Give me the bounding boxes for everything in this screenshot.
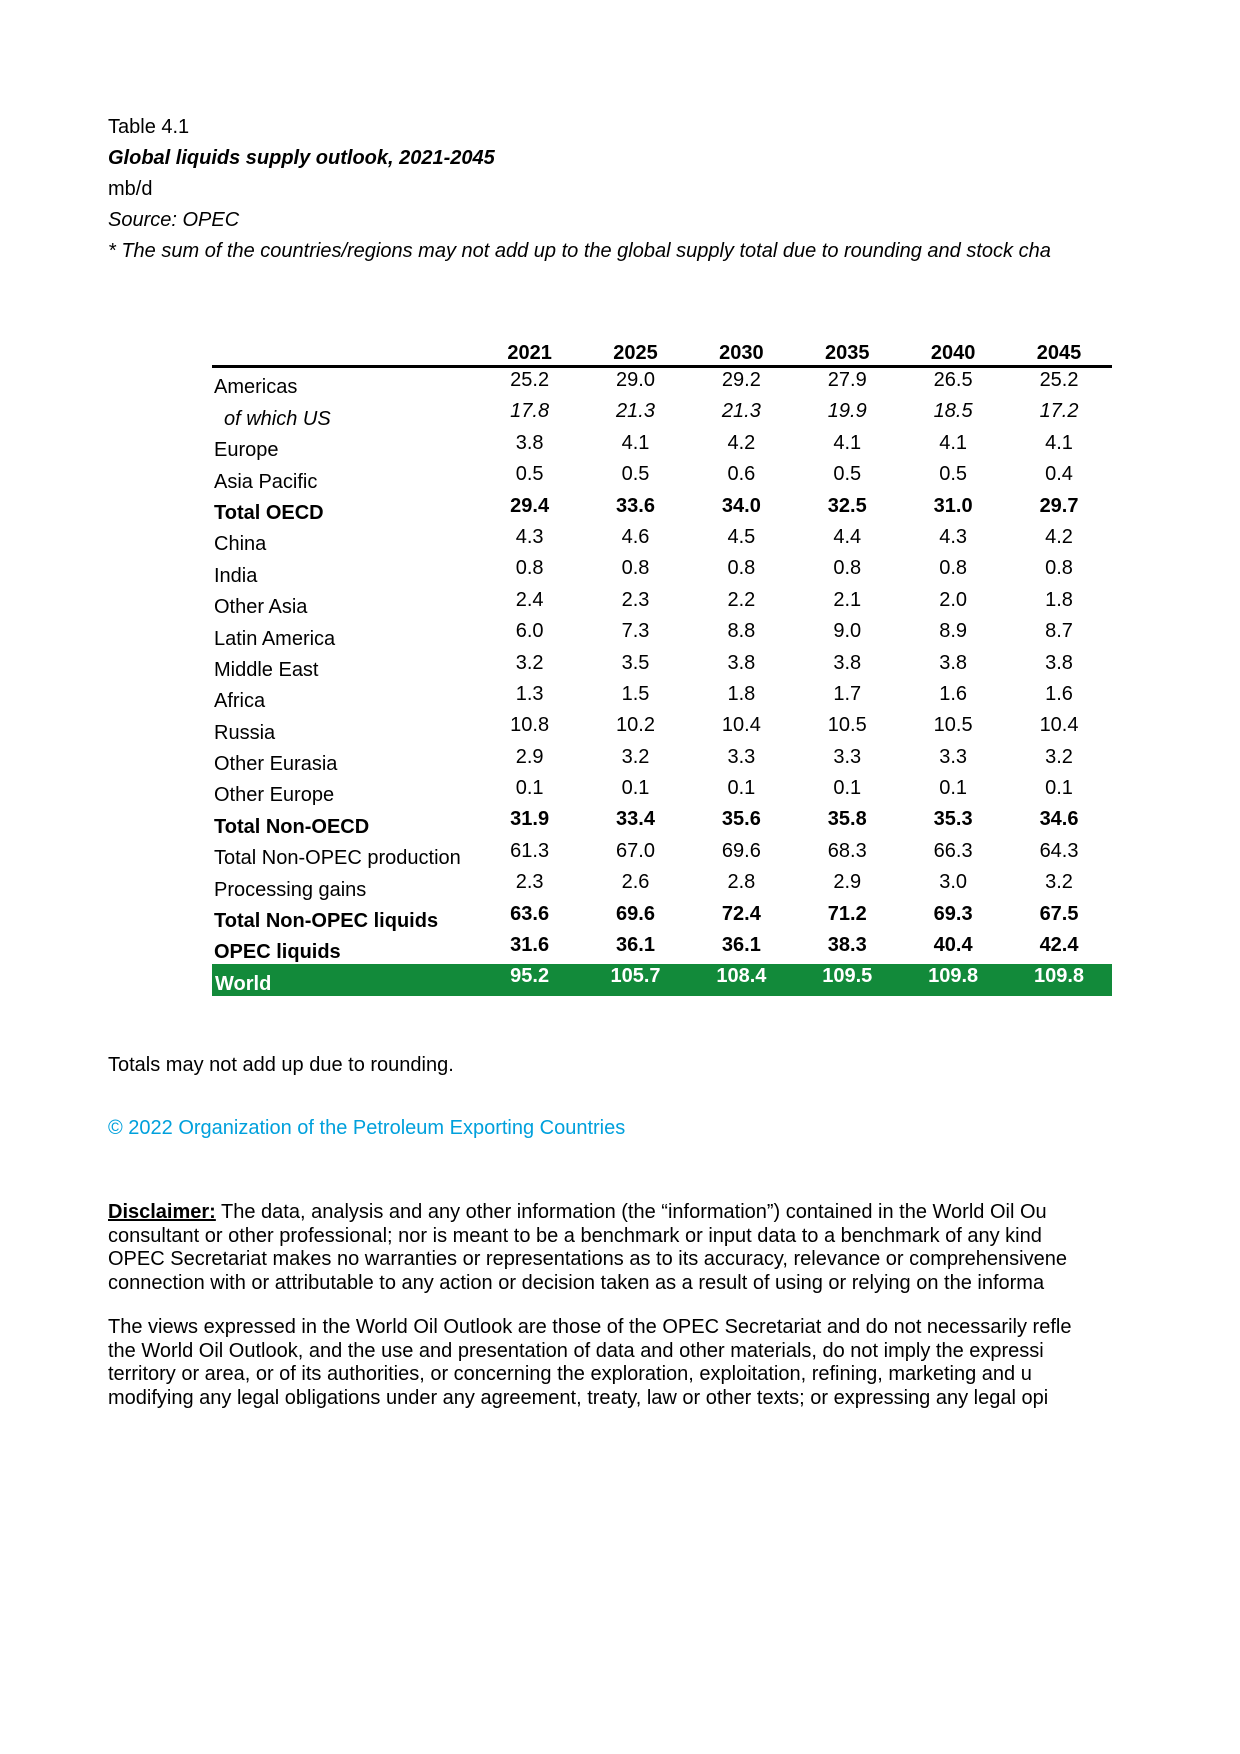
value-cell: 4.1 <box>1045 431 1073 454</box>
table-row <box>212 745 1112 776</box>
row-label: Middle East <box>214 658 319 681</box>
row-label: Americas <box>214 376 298 399</box>
year-header: 2045 <box>1006 335 1112 367</box>
value-cell: 2.2 <box>727 588 756 611</box>
value-cell: 35.6 <box>721 808 761 831</box>
value-cell: 1.6 <box>939 682 968 705</box>
views-line: the World Oil Outlook, and the use and presentation of data and other materials, do not imply the expressi <box>108 1339 1044 1362</box>
value-cell: 29.2 <box>721 369 761 391</box>
table-row <box>212 839 1112 870</box>
value-cell: 29.0 <box>616 369 655 391</box>
value-cell: 4.1 <box>833 431 862 454</box>
value-cell: 105.7 <box>583 964 689 995</box>
row-label: Europe <box>214 439 279 462</box>
value-cell: 10.5 <box>933 714 973 737</box>
value-cell: 31.0 <box>933 494 973 517</box>
views-line: territory or area, or of its authorities, or concerning the exploration, exploitation, refining, marketing and u <box>108 1363 1032 1385</box>
disclaimer-heading: Disclaimer: <box>108 1201 216 1223</box>
table-row <box>212 525 1112 556</box>
value-cell: 17.8 <box>510 400 550 423</box>
value-cell: 63.6 <box>510 902 550 925</box>
copyright-link[interactable]: © 2022 Organization of the Petroleum Exporting Countries <box>108 1117 626 1139</box>
value-cell: 8.7 <box>1045 620 1073 643</box>
year-header: 2035 <box>794 335 900 367</box>
value-cell: 2.3 <box>621 588 650 611</box>
value-cell: 0.1 <box>939 777 968 800</box>
year-header: 2025 <box>583 335 689 367</box>
row-label: India <box>214 564 258 587</box>
value-cell: 0.5 <box>621 463 650 486</box>
value-cell: 4.3 <box>939 525 968 548</box>
row-label: Latin America <box>214 627 336 650</box>
views-paragraph <box>108 1316 1112 1410</box>
table-row <box>212 462 1112 493</box>
value-cell: 68.3 <box>827 839 867 862</box>
value-cell: 10.5 <box>827 714 867 737</box>
table-body <box>212 367 1112 996</box>
value-cell: 3.2 <box>515 651 544 674</box>
value-cell: 36.1 <box>616 934 655 957</box>
row-label: World <box>212 964 477 995</box>
value-cell: 0.1 <box>515 777 544 800</box>
value-cell: 61.3 <box>510 839 550 862</box>
value-cell: 4.4 <box>833 525 862 548</box>
value-cell: 0.5 <box>515 463 544 486</box>
table-row <box>212 588 1112 619</box>
value-cell: 34.0 <box>721 494 761 517</box>
year-header: 2030 <box>688 335 794 367</box>
value-cell: 3.8 <box>1045 651 1073 674</box>
disclaimer-paragraph <box>108 1201 1112 1295</box>
value-cell: 4.1 <box>939 431 968 454</box>
value-cell: 10.4 <box>721 714 761 737</box>
value-cell: 19.9 <box>827 400 867 423</box>
value-cell: 33.4 <box>616 808 655 831</box>
disclaimer-line: consultant or other professional; nor is meant to be a benchmark or input data to a benchmark of any kind <box>108 1224 1042 1247</box>
value-cell: 29.7 <box>1039 494 1079 517</box>
value-cell: 21.3 <box>616 400 655 423</box>
value-cell: 8.8 <box>727 620 756 643</box>
views-line: modifying any legal obligations under any agreement, treaty, law or other texts; or expressing any legal opi <box>108 1386 1049 1409</box>
value-cell: 0.8 <box>833 557 862 580</box>
value-cell: 1.8 <box>727 682 756 705</box>
value-cell: 4.3 <box>515 525 544 548</box>
row-label: Africa <box>214 690 266 713</box>
views-line: The views expressed in the World Oil Outlook are those of the OPEC Secretariat and do not necessarily refle <box>108 1316 1072 1338</box>
value-cell: 18.5 <box>933 400 973 423</box>
value-cell: 29.4 <box>510 494 550 517</box>
value-cell: 36.1 <box>721 934 761 957</box>
value-cell: 27.9 <box>827 369 867 391</box>
value-cell: 3.8 <box>727 651 756 674</box>
value-cell: 2.9 <box>515 745 544 768</box>
value-cell: 67.0 <box>616 839 655 862</box>
row-label: Other Asia <box>214 596 308 619</box>
value-cell: 0.1 <box>1045 777 1073 800</box>
table-row <box>212 494 1112 525</box>
value-cell: 0.5 <box>939 463 968 486</box>
value-cell: 35.8 <box>827 808 867 831</box>
value-cell: 31.6 <box>510 934 550 957</box>
value-cell: 71.2 <box>827 902 867 925</box>
value-cell: 0.1 <box>833 777 862 800</box>
value-cell: 2.1 <box>833 588 862 611</box>
table-header-row <box>212 335 1112 367</box>
value-cell: 2.8 <box>727 871 756 894</box>
value-cell: 8.9 <box>939 620 968 643</box>
value-cell: 2.4 <box>515 588 544 611</box>
value-cell: 32.5 <box>827 494 867 517</box>
value-cell: 34.6 <box>1039 808 1079 831</box>
value-cell: 9.0 <box>833 620 862 643</box>
value-cell: 0.8 <box>515 557 544 580</box>
header-blank-cell <box>212 335 477 367</box>
value-cell: 0.5 <box>833 463 862 486</box>
table-row <box>212 367 1112 400</box>
table-row <box>212 933 1112 964</box>
value-cell: 10.2 <box>616 714 655 737</box>
value-cell: 3.2 <box>1045 745 1073 768</box>
value-cell: 10.8 <box>510 714 550 737</box>
value-cell: 0.1 <box>727 777 756 800</box>
value-cell: 3.2 <box>621 745 650 768</box>
value-cell: 69.6 <box>616 902 655 925</box>
disclaimer-line: OPEC Secretariat makes no warranties or representations as to its accuracy, relevance or comprehensivene <box>108 1248 1067 1270</box>
value-cell: 0.8 <box>939 557 968 580</box>
value-cell: 0.4 <box>1045 463 1073 486</box>
value-cell: 1.6 <box>1045 682 1073 705</box>
value-cell: 26.5 <box>933 369 973 391</box>
value-cell: 2.9 <box>833 871 862 894</box>
value-cell: 1.5 <box>621 682 650 705</box>
value-cell: 0.8 <box>621 557 650 580</box>
value-cell: 40.4 <box>933 934 973 957</box>
disclaimer-line <box>108 1201 1112 1225</box>
rounding-footnote: * The sum of the countries/regions may not add up to the global supply total due to rounding and stock cha <box>108 240 1051 262</box>
value-cell: 4.2 <box>1045 525 1073 548</box>
value-cell: 10.4 <box>1039 714 1079 737</box>
value-cell: 3.3 <box>939 745 968 768</box>
value-cell: 7.3 <box>621 620 650 643</box>
table-row <box>212 964 1112 995</box>
value-cell: 109.8 <box>1006 964 1112 995</box>
row-label: China <box>214 533 267 556</box>
value-cell: 2.6 <box>621 871 650 894</box>
value-cell: 0.6 <box>727 463 756 486</box>
value-cell: 35.3 <box>933 808 973 831</box>
totals-rounding-note: Totals may not add up due to rounding. <box>108 1054 454 1076</box>
table-row <box>212 902 1112 933</box>
disclaimer-text: The data, analysis and any other information (the “information”) contained in the World Oil Ou <box>215 1201 1047 1223</box>
value-cell: 2.0 <box>939 588 968 611</box>
table-row <box>212 807 1112 838</box>
value-cell: 0.8 <box>727 557 756 580</box>
row-label: Other Europe <box>214 784 335 807</box>
table-row <box>212 399 1112 430</box>
value-cell: 33.6 <box>616 494 655 517</box>
value-cell: 3.5 <box>621 651 650 674</box>
value-cell: 69.6 <box>721 839 761 862</box>
table-row <box>212 713 1112 744</box>
value-cell: 3.2 <box>1045 871 1073 894</box>
value-cell: 3.3 <box>727 745 756 768</box>
value-cell: 6.0 <box>515 620 544 643</box>
table-row <box>212 870 1112 901</box>
value-cell: 3.8 <box>939 651 968 674</box>
value-cell: 72.4 <box>721 902 761 925</box>
row-label: Processing gains <box>214 878 367 901</box>
value-cell: 3.8 <box>515 431 544 454</box>
value-cell: 1.8 <box>1045 588 1073 611</box>
table-row <box>212 651 1112 682</box>
row-label: Total Non-OECD <box>214 815 370 838</box>
value-cell: 17.2 <box>1039 400 1079 423</box>
value-cell: 108.4 <box>688 964 794 995</box>
value-cell: 109.5 <box>794 964 900 995</box>
table-row <box>212 682 1112 713</box>
table-number: Table 4.1 <box>108 116 190 138</box>
row-label: Other Eurasia <box>214 753 338 776</box>
unit-label: mb/d <box>108 178 153 200</box>
disclaimer-line: connection with or attributable to any action or decision taken as a result of using or relying on the informa <box>108 1271 1045 1294</box>
row-label: Total Non-OPEC production <box>214 847 461 870</box>
row-label: Total Non-OPEC liquids <box>214 910 439 933</box>
value-cell: 1.7 <box>833 682 862 705</box>
value-cell: 2.3 <box>515 871 544 894</box>
value-cell: 21.3 <box>721 400 761 423</box>
value-cell: 38.3 <box>827 934 867 957</box>
year-header: 2040 <box>900 335 1006 367</box>
value-cell: 0.8 <box>1045 557 1073 580</box>
value-cell: 4.6 <box>621 525 650 548</box>
year-header: 2021 <box>477 335 583 367</box>
row-label: OPEC liquids <box>214 941 341 964</box>
value-cell: 4.1 <box>621 431 650 454</box>
row-label: of which US <box>224 407 331 430</box>
table-row <box>212 556 1112 587</box>
value-cell: 25.2 <box>510 369 550 391</box>
value-cell: 4.2 <box>727 431 756 454</box>
value-cell: 3.0 <box>939 871 968 894</box>
table-row <box>212 431 1112 462</box>
row-label: Asia Pacific <box>214 470 318 493</box>
row-label: Russia <box>214 721 276 744</box>
liquids-supply-table <box>212 335 1112 996</box>
value-cell: 67.5 <box>1039 902 1079 925</box>
value-cell: 3.8 <box>833 651 862 674</box>
value-cell: 66.3 <box>933 839 973 862</box>
value-cell: 64.3 <box>1039 839 1079 862</box>
value-cell: 42.4 <box>1039 934 1079 957</box>
value-cell: 0.1 <box>621 777 650 800</box>
row-label: Total OECD <box>214 501 324 524</box>
value-cell: 4.5 <box>727 525 756 548</box>
value-cell: 1.3 <box>515 682 544 705</box>
value-cell: 3.3 <box>833 745 862 768</box>
table-row <box>212 619 1112 650</box>
value-cell: 95.2 <box>477 964 583 995</box>
value-cell: 25.2 <box>1039 369 1079 391</box>
source-label: Source: OPEC <box>108 209 240 231</box>
table-title: Global liquids supply outlook, 2021-2045 <box>108 147 495 169</box>
value-cell: 109.8 <box>900 964 1006 995</box>
value-cell: 31.9 <box>510 808 550 831</box>
table-row <box>212 776 1112 807</box>
value-cell: 69.3 <box>933 902 973 925</box>
